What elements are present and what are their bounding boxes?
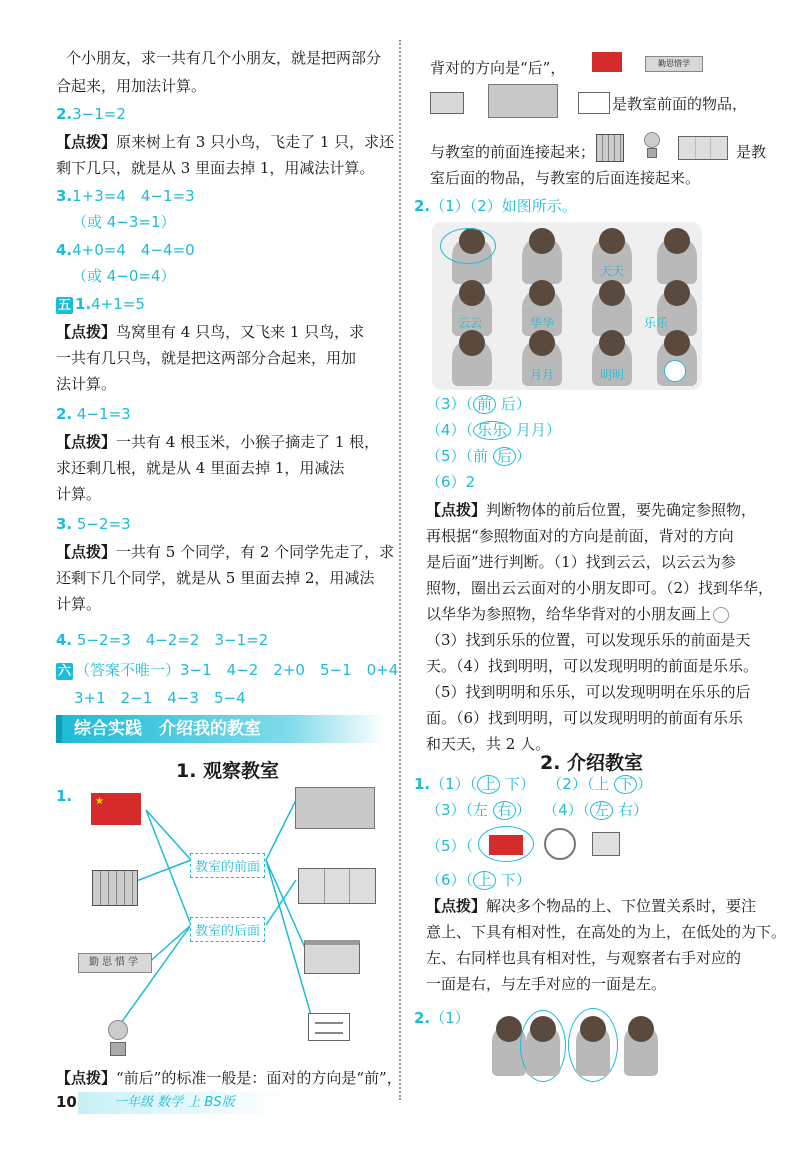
- text-line: 左、右同样也具有相对性，与观察者右手对应的: [426, 949, 742, 967]
- text-line: （5）找到明明和乐乐，可以发现明明在乐乐的后: [426, 683, 751, 701]
- student: [522, 236, 562, 284]
- question-number: 2.: [56, 405, 73, 423]
- question-number: 3.: [56, 515, 73, 533]
- answer: [414, 774, 652, 794]
- text-line: 剩下几只，就是从 3 里面去掉 1，用减法计算。: [56, 159, 375, 177]
- question-number: 1.: [56, 787, 73, 805]
- text-line: 还剩下几个同学，就是从 5 里面去掉 2，用减法: [56, 569, 375, 587]
- tip-line: [426, 896, 756, 916]
- tip-label: 【点拨】: [426, 501, 487, 519]
- tip-text: 解决多个物品的上、下位置关系时，要注: [486, 897, 757, 915]
- answer: 3+1 2−1 4−3 5−4: [74, 689, 246, 707]
- text: 下）: [500, 871, 531, 889]
- tip-line: [56, 1068, 402, 1088]
- section-badge: 六: [57, 663, 71, 679]
- podium-icon: [304, 940, 360, 974]
- text: （3）（左: [426, 801, 489, 819]
- tip-line: [426, 500, 756, 520]
- blackboard-icon: [488, 84, 558, 118]
- answer-line: [56, 404, 131, 424]
- answer: （6）2: [426, 473, 476, 491]
- tip-text: 鸟窝里有 4 只鸟，又飞来 1 只鸟，求: [116, 323, 365, 341]
- flag-icon: [592, 52, 622, 72]
- child: [576, 1024, 610, 1076]
- tip-text: “前后”的标准一般是：面对的方向是“前”，: [116, 1069, 402, 1087]
- text: （4）（: [426, 421, 474, 439]
- tip-text: 判断物体的前后位置，要先确定参照物，: [486, 501, 757, 519]
- tip-label: 【点拨】: [56, 323, 117, 341]
- answer-line: [414, 1008, 470, 1028]
- circled-answer: 下: [614, 775, 637, 794]
- student: [452, 338, 492, 386]
- answer: [426, 446, 531, 466]
- text: 下）: [504, 775, 535, 793]
- answer: 3−1=2: [72, 105, 126, 123]
- text-line: 求还剩几根，就是从 4 里面去掉 1，用减法: [56, 459, 345, 477]
- text-line: [430, 58, 565, 78]
- answer-line: [56, 514, 131, 534]
- text: 与教室的前面连接起来；: [430, 143, 596, 161]
- notice-icon: [308, 1013, 350, 1041]
- answer-line: [414, 196, 577, 216]
- text: 后）: [500, 395, 531, 413]
- text-line: 意上、下具有相对性，在高处的为上，在低处的为下。: [426, 923, 787, 941]
- text-line: 合起来，用加法计算。: [56, 77, 207, 95]
- text-line: 天。（4）找到明明，可以发现明明的前面是乐乐。: [426, 657, 759, 675]
- tip-label: 【点拨】: [426, 897, 487, 915]
- cabinet-icon: [298, 868, 376, 904]
- question-number: 2.: [414, 1009, 431, 1027]
- circled-answer: 右: [493, 801, 516, 820]
- flag-icon: [489, 835, 523, 855]
- name-mingming: 明明: [600, 368, 625, 382]
- circled-answer: 后: [493, 447, 516, 466]
- name-tiantian: 天天: [600, 264, 625, 278]
- text-line: 照物，圈出云云面对的小朋友即可。（2）找到华华，: [426, 579, 774, 597]
- question-number: 1.: [75, 295, 92, 313]
- answer: 4−1=3: [76, 405, 131, 423]
- answer: （答案不唯一）3−1 4−2 2+0 5−1 0+4: [75, 661, 399, 679]
- text-line: 面。（6）找到明明，可以发现明明的前面有乐乐: [426, 709, 744, 727]
- books-icon: [596, 134, 624, 162]
- text: 右）: [617, 801, 648, 819]
- notice-icon: [578, 92, 610, 114]
- tip-line: [56, 542, 394, 562]
- smiley-icon: [664, 360, 686, 382]
- plant-icon: [104, 1020, 132, 1058]
- student: [592, 288, 632, 336]
- smiley-icon: [713, 607, 729, 623]
- child: [624, 1024, 658, 1076]
- text: （2）（上: [554, 775, 610, 793]
- clock-icon: [544, 828, 576, 860]
- tip-label: 【点拨】: [56, 433, 117, 451]
- text: ）: [637, 775, 653, 793]
- label-classroom-front: 教室的前面: [190, 853, 265, 878]
- text: （6）（: [426, 871, 474, 889]
- text-line: 计算。: [56, 595, 102, 613]
- name-yunyun: 云云: [458, 316, 483, 330]
- text-line: 是后面”进行判断。（1）找到云云，以云云为参: [426, 553, 736, 571]
- text: （4）（: [550, 801, 591, 819]
- question-number: 1.: [414, 775, 431, 793]
- section-heading: 1. 观察教室: [176, 760, 280, 782]
- books-icon: [92, 870, 138, 906]
- tip-text: 一共有 4 根玉米，小猴子摘走了 1 根，: [116, 433, 380, 451]
- tip-label: 【点拨】: [56, 133, 117, 151]
- classroom-picture: [432, 222, 702, 390]
- podium-icon: [430, 92, 464, 114]
- text: ）: [515, 801, 531, 819]
- answer: （1）: [430, 1009, 470, 1027]
- answer: （5）（: [426, 837, 474, 855]
- student: [657, 236, 697, 284]
- tip-line: [56, 322, 364, 342]
- text: 背对的方向是“后”，: [430, 59, 566, 77]
- circled-answer: 左: [590, 801, 613, 820]
- answer: 4+1=5: [91, 295, 145, 313]
- answer: [426, 420, 561, 440]
- motto-plaque: 勤思惜学: [78, 953, 152, 973]
- answer-alt: （或 4−3=1）: [72, 213, 176, 231]
- question-number: 3.: [56, 187, 73, 205]
- answer-line: [56, 240, 195, 260]
- label-classroom-back: 教室的后面: [190, 917, 265, 942]
- text-line: 再根据“参照物面对的方向是前面，背对的方向: [426, 527, 734, 545]
- tip-text: 原来树上有 3 只小鸟，飞走了 1 只，求还: [116, 133, 395, 151]
- answer: [426, 800, 648, 820]
- circled-answer: [478, 826, 534, 862]
- answer: [426, 394, 531, 414]
- answer: 1+3=4 4−1=3: [72, 187, 195, 205]
- text-line: 室后面的物品，与教室的后面连接起来。: [430, 169, 701, 187]
- children-picture: [480, 1004, 680, 1082]
- circled-student: [440, 228, 496, 264]
- text: 月月）: [515, 421, 561, 439]
- text: 是教室前面的物品，: [612, 95, 748, 113]
- text: 是教: [736, 143, 767, 161]
- question-number: 2.: [414, 197, 431, 215]
- tip-label: 【点拨】: [56, 543, 117, 561]
- name-yueyue: 月月: [530, 368, 555, 382]
- circled-answer: 前: [473, 395, 496, 414]
- motto-plaque: 勤思惜学: [645, 56, 703, 72]
- flag-icon: ★: [91, 793, 141, 825]
- text: 以华华为参照物，给华华背对的小朋友画上: [426, 605, 712, 623]
- text-line: 一共有几只鸟，就是把这两部分合起来，用加: [56, 349, 357, 367]
- section-banner: 综合实践 介绍我的教室: [56, 715, 386, 743]
- blackboard-icon: [295, 787, 375, 829]
- text-line: 和天天，共 2 人。: [426, 735, 551, 753]
- answer: （1）（2）如图所示。: [430, 197, 577, 215]
- text: ）: [515, 447, 531, 465]
- answer-line: [56, 630, 268, 650]
- question-number: 4.: [56, 631, 73, 649]
- text-line: 法计算。: [56, 375, 117, 393]
- text-line: （3）找到乐乐的位置，可以发现乐乐的前面是天: [426, 631, 751, 649]
- tip-line: [56, 132, 394, 152]
- tip-text: 一共有 5 个同学，有 2 个同学先走了，求: [116, 543, 395, 561]
- section-heading: 2. 介绍教室: [540, 752, 644, 774]
- box-icon: [592, 832, 620, 856]
- answer-line: [56, 186, 195, 206]
- text-line: 个小朋友，求一共有几个小朋友，就是把两部分: [66, 49, 382, 67]
- answer: 4+0=4 4−4=0: [72, 241, 195, 259]
- circled-answer: 上: [473, 871, 496, 890]
- answer-line: [56, 294, 145, 314]
- text: （1）（: [430, 775, 478, 793]
- page-number: 10: [56, 1093, 77, 1111]
- answer: [426, 870, 531, 890]
- name-lele: 乐乐: [644, 316, 669, 330]
- child: [526, 1024, 560, 1076]
- circled-answer: 上: [477, 775, 500, 794]
- footer-band: 一年级 数学 上 BS版: [78, 1092, 288, 1114]
- cabinet-icon: [678, 136, 728, 160]
- name-huahua: 华华: [530, 316, 555, 330]
- text: （3）（: [426, 395, 474, 413]
- answer: 5−2=3 4−2=2 3−1=2: [76, 631, 269, 649]
- section-badge: 五: [57, 297, 71, 313]
- tip-label: 【点拨】: [56, 1069, 117, 1087]
- circled-answer: 乐乐: [473, 421, 511, 440]
- column-divider: [399, 40, 401, 1100]
- tip-line: [56, 432, 379, 452]
- question-number: 4.: [56, 241, 73, 259]
- text-line: [426, 604, 729, 624]
- text-line: 计算。: [56, 485, 102, 503]
- text-line: 一面是右，与左手对应的一面是左。: [426, 975, 667, 993]
- answer-line: [56, 104, 126, 124]
- plant-icon: [644, 132, 664, 162]
- answer-alt: （或 4−0=4）: [72, 267, 176, 285]
- question-number: 2.: [56, 105, 73, 123]
- answer-line: [56, 660, 398, 680]
- answer: 5−2=3: [76, 515, 131, 533]
- text: （5）（前: [426, 447, 489, 465]
